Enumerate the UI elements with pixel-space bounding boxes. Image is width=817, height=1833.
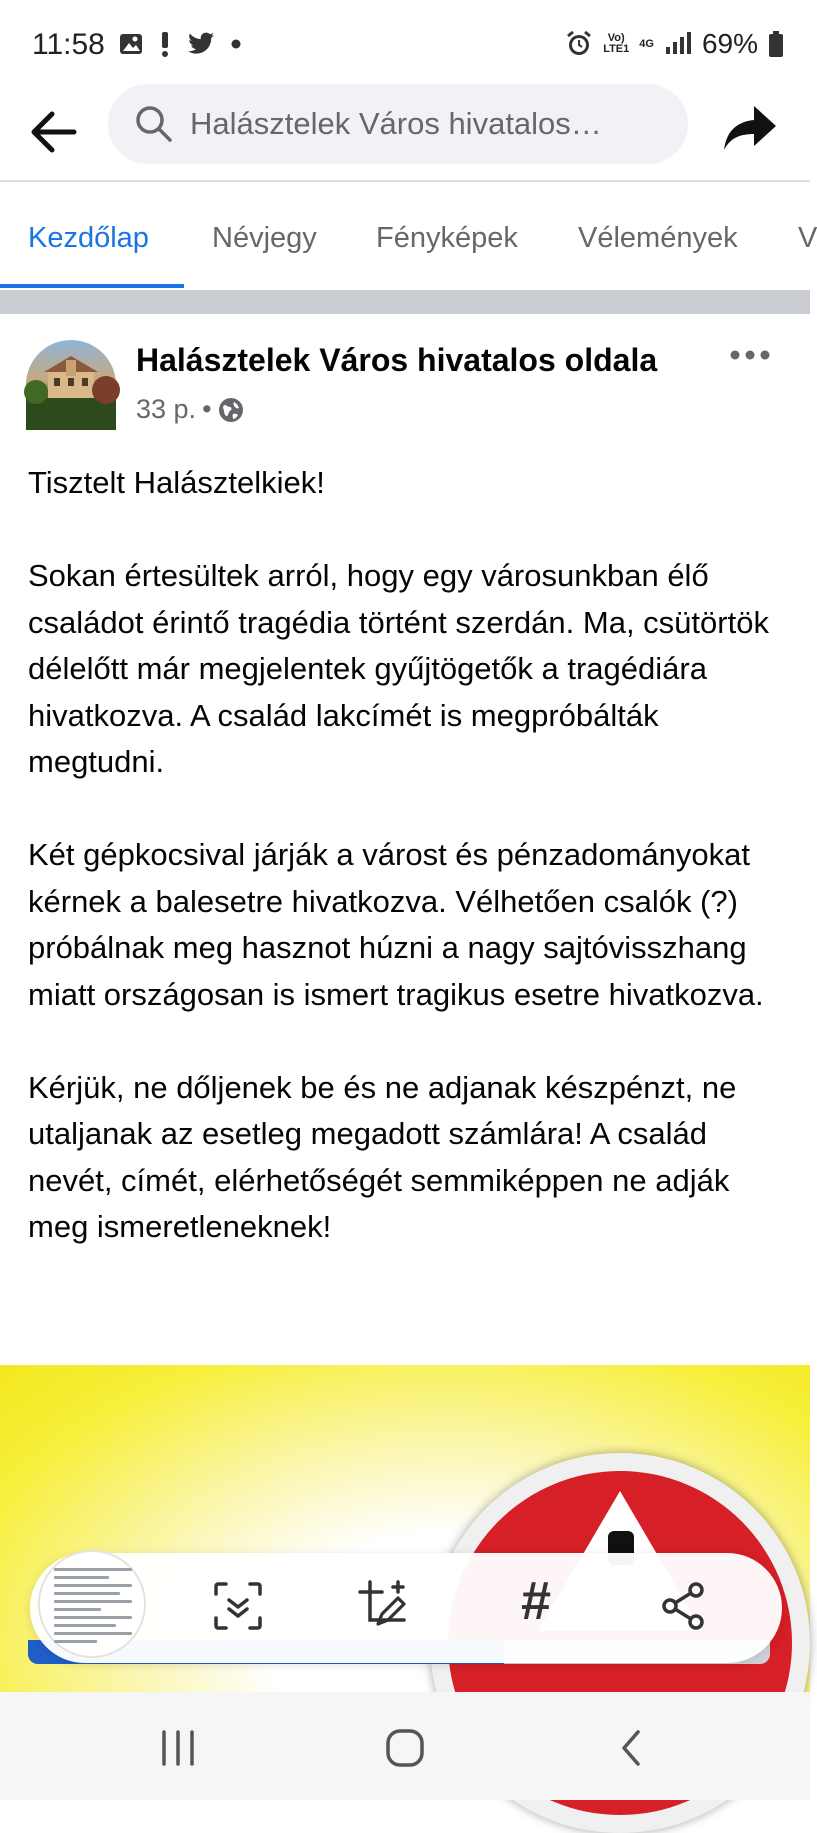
section-separator [0, 290, 810, 314]
share-screenshot-icon[interactable] [656, 1578, 712, 1634]
network-type: 4G [639, 37, 654, 50]
status-bar [0, 0, 810, 90]
alert-icon [158, 30, 172, 58]
post-header [0, 314, 810, 434]
tab-more[interactable]: V [798, 222, 817, 254]
share-icon[interactable] [720, 96, 780, 156]
page-tabs [0, 182, 817, 290]
twitter-icon [186, 31, 216, 57]
post-paragraph: Sokan értesültek arról, hogy egy városunkban élő családot érintő tragédia történt szerdán. Ma, csütörtök délelőtt már megjelentek gyűjtögetők a tragédiára hivatkozva. A család lakcímét is megpróbálták megtudni. [28, 558, 769, 779]
hashtag-button[interactable]: # [520, 1571, 552, 1631]
post-paragraph: Kérjük, ne dőljenek be és ne adjanak készpénzt, ne utaljanak az esetleg megadott számlára! A család nevét, címét, elérhetőségét semmiképpen ne adják meg ismeretleneknek! [28, 1069, 737, 1244]
signal-icon [664, 32, 692, 56]
post-author-name[interactable]: Halásztelek Város hivatalos oldala [136, 342, 658, 378]
system-indicators [565, 28, 784, 60]
tab-photos[interactable]: Fényképek [376, 222, 518, 254]
notification-icons [118, 30, 242, 58]
status-time: 11:58 [32, 28, 105, 61]
active-tab-indicator [0, 284, 184, 288]
post-text [28, 460, 788, 1297]
edit-crop-icon[interactable] [356, 1578, 412, 1634]
tab-home[interactable]: Kezdőlap [28, 222, 149, 254]
dot-icon [230, 38, 242, 50]
tab-reviews[interactable]: Vélemények [578, 222, 738, 254]
system-navigation-bar [0, 1692, 810, 1800]
post-paragraph: Két gépkocsival járják a várost és pénzadományokat kérnek a balesetre hivatkozva. Vélhetően csalók (?) próbálnak meg hasznot húzni a nagy sajtóvisszhang miatt országosan is ismert tragikus esetre hivatkozva. [28, 837, 764, 1012]
screenshot-thumbnail[interactable] [38, 1550, 146, 1658]
tab-about[interactable]: Névjegy [212, 222, 317, 254]
search-icon [134, 104, 174, 144]
recent-apps-icon[interactable] [156, 1726, 200, 1770]
app-header [0, 82, 810, 182]
scroll-capture-icon[interactable] [210, 1578, 266, 1634]
meta-separator: • [202, 394, 212, 424]
battery-icon [768, 30, 784, 58]
post-meta [136, 394, 244, 425]
globe-icon [218, 397, 244, 423]
back-arrow-icon[interactable] [22, 100, 86, 164]
post-paragraph: Tisztelt Halásztelkiek! [28, 465, 325, 500]
alarm-icon [565, 30, 593, 58]
home-icon[interactable] [383, 1726, 427, 1770]
more-options-icon[interactable] [728, 340, 772, 370]
nav-back-icon[interactable] [610, 1726, 654, 1770]
gallery-icon [118, 31, 144, 57]
building-photo-icon [26, 340, 116, 430]
volte-indicator: Vo) LTE1 [603, 32, 630, 55]
page-avatar[interactable] [26, 340, 116, 430]
search-query: Halásztelek Város hivatalos… [190, 106, 602, 141]
search-field[interactable] [108, 84, 688, 164]
post-time[interactable]: 33 p. [136, 394, 197, 424]
battery-percent: 69% [701, 28, 758, 59]
